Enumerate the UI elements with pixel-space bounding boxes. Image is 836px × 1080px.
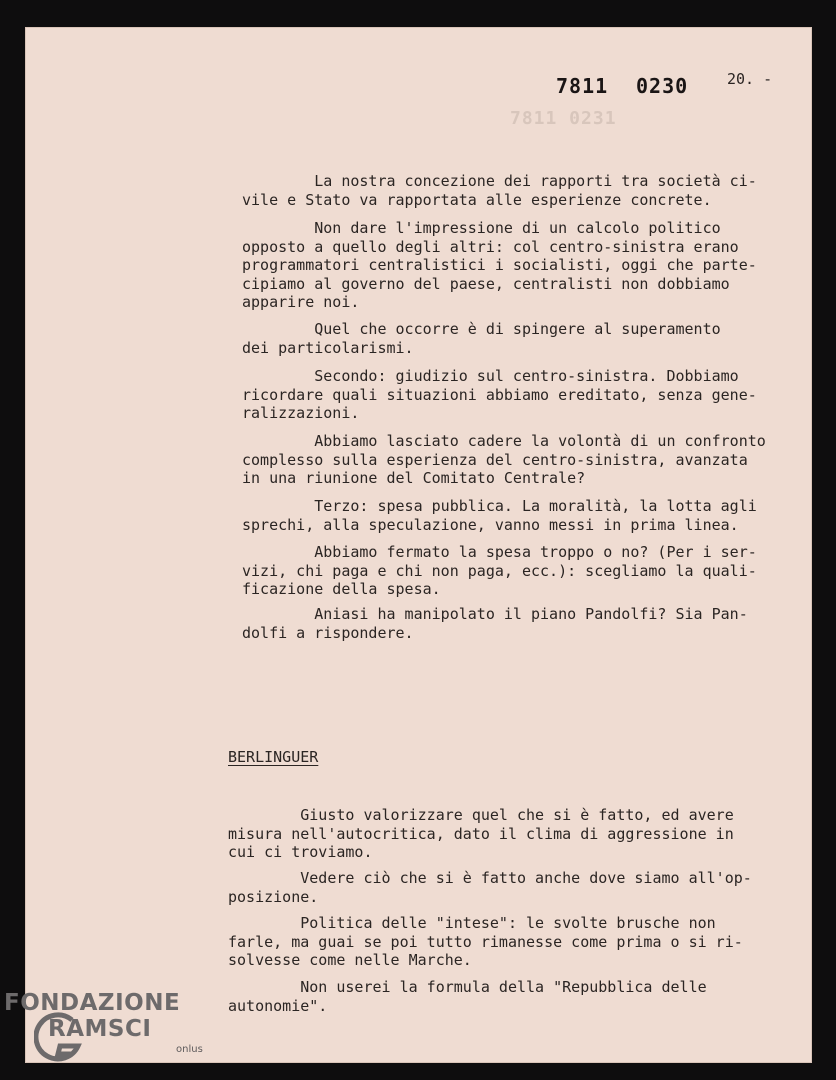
watermark-line-1: FONDAZIONE: [4, 990, 181, 1016]
archive-number-2: 0230: [636, 74, 689, 98]
speaker-paragraph-1: Giusto valorizzare quel che si è fatto, ed avere misura nell'autocritica, dato il clima di aggressione in cui ci troviamo.: [228, 806, 734, 861]
paragraph-6: Terzo: spesa pubblica. La moralità, la lotta agli sprechi, alla speculazione, vanno messi in prima linea.: [242, 497, 757, 534]
archive-number-1: 7811: [556, 74, 609, 98]
paragraph-5: Abbiamo lasciato cadere la volontà di un confronto complesso sulla esperienza del centro-sinistra, avanzata in una riunione del Comitato Centrale?: [242, 432, 766, 487]
paragraph-2: Non dare l'impressione di un calcolo politico opposto a quello degli altri: col centro-sinistra erano programmatori centralistici i socialisti, oggi che parte- cipiamo al governo del paese, centralisti non dobbiamo apparire noi.: [242, 219, 757, 311]
paragraph-8: Aniasi ha manipolato il piano Pandolfi? Sia Pan- dolfi a rispondere.: [242, 605, 748, 642]
show-through-numbers: 7811 0231: [510, 108, 617, 129]
fondazione-gramsci-watermark: [4, 990, 214, 1072]
watermark-line-3: onlus: [176, 1044, 203, 1055]
paragraph-7: Abbiamo fermato la spesa troppo o no? (Per i ser- vizi, chi paga e chi non paga, ecc.): scegliamo la quali- ficazione della spesa.: [242, 543, 757, 598]
paragraph-1: La nostra concezione dei rapporti tra società ci- vile e Stato va rapportata alle esperienze concrete.: [242, 172, 757, 209]
speaker-paragraph-4: Non userei la formula della "Repubblica delle autonomie".: [228, 978, 707, 1015]
paragraph-3: Quel che occorre è di spingere al superamento dei particolarismi.: [242, 320, 721, 357]
speaker-paragraph-2: Vedere ciò che si è fatto anche dove siamo all'op- posizione.: [228, 869, 752, 906]
speaker-paragraph-3: Politica delle "intese": le svolte brusche non farle, ma guai se poi tutto rimanesse come prima o si ri- solvesse come nelle Marche.: [228, 914, 743, 969]
watermark-line-2: RAMSCI: [48, 1016, 152, 1042]
paragraph-4: Secondo: giudizio sul centro-sinistra. Dobbiamo ricordare quali situazioni abbiamo ereditato, senza gene- ralizzazioni.: [242, 367, 757, 422]
speaker-heading: BERLINGUER: [228, 748, 319, 766]
page-number: 20. -: [727, 70, 773, 88]
